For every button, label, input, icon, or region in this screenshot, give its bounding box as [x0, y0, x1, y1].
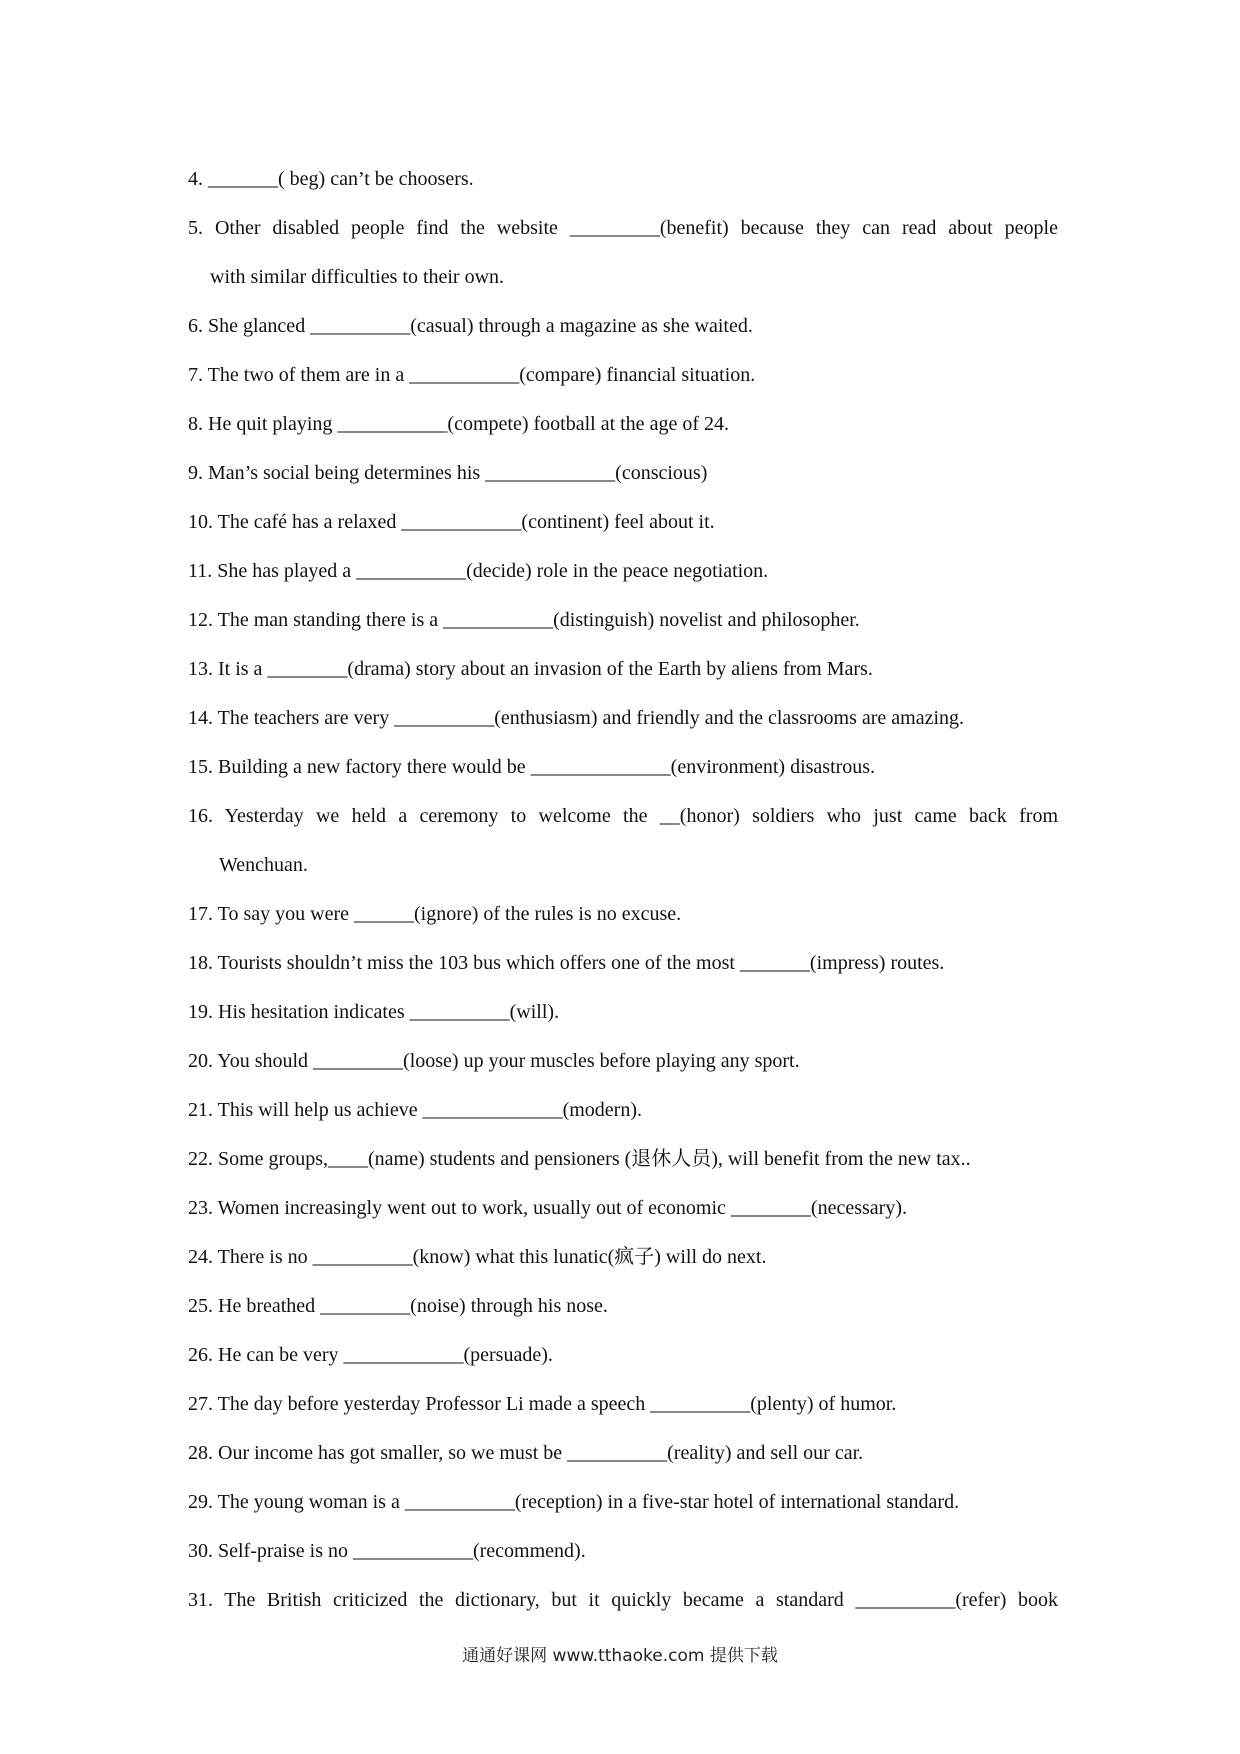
exercise-line: 17. To say you were ______(ignore) of the rules is no excuse.: [188, 903, 682, 925]
exercise-line: 30. Self-praise is no ____________(recommend).: [188, 1540, 586, 1562]
exercise-line: 11. She has played a ___________(decide) role in the peace negotiation.: [188, 560, 769, 582]
exercise-line: 15. Building a new factory there would be ______________(environment) disastrous.: [188, 756, 876, 778]
exercise-line: 20. You should _________(loose) up your muscles before playing any sport.: [188, 1050, 800, 1072]
exercise-line: 22. Some groups,____(name) students and pensioners (退休人员), will benefit from the new tax..: [188, 1148, 971, 1170]
page-footer: 通通好课网 www.tthaoke.com 提供下载: [462, 1646, 778, 1666]
exercise-line-continuation: with similar difficulties to their own.: [210, 266, 505, 288]
exercise-line: 4. _______( beg) can’t be choosers.: [188, 168, 474, 190]
exercise-line: 23. Women increasingly went out to work, usually out of economic ________(necessary).: [188, 1197, 907, 1219]
exercise-line: 18. Tourists shouldn’t miss the 103 bus which offers one of the most _______(impress) routes.: [188, 952, 945, 974]
exercise-line: 21. This will help us achieve ______________(modern).: [188, 1099, 643, 1121]
exercise-line: 12. The man standing there is a ___________(distinguish) novelist and philosopher.: [188, 609, 860, 631]
exercise-line: 13. It is a ________(drama) story about an invasion of the Earth by aliens from Mars.: [188, 658, 873, 680]
exercise-line: 28. Our income has got smaller, so we must be __________(reality) and sell our car.: [188, 1442, 864, 1464]
exercise-line: 8. He quit playing ___________(compete) football at the age of 24.: [188, 413, 729, 435]
exercise-line: 14. The teachers are very __________(enthusiasm) and friendly and the classrooms are amazing.: [188, 707, 965, 729]
exercise-line: 7. The two of them are in a ___________(compare) financial situation.: [188, 364, 756, 386]
exercise-line: 29. The young woman is a ___________(reception) in a five-star hotel of international standard.: [188, 1491, 960, 1513]
exercise-line: 27. The day before yesterday Professor Li made a speech __________(plenty) of humor.: [188, 1393, 897, 1415]
exercise-line: 25. He breathed _________(noise) through his nose.: [188, 1295, 608, 1317]
exercise-line: 10. The café has a relaxed ____________(continent) feel about it.: [188, 511, 715, 533]
exercise-line-continuation: Wenchuan.: [219, 854, 308, 876]
exercise-line: 26. He can be very ____________(persuade).: [188, 1344, 553, 1366]
exercise-line: 9. Man’s social being determines his _____________(conscious): [188, 462, 708, 484]
exercise-line: 31. The British criticized the dictionary, but it quickly became a standard __________(refer) book: [188, 1589, 1058, 1611]
exercise-line: 16. Yesterday we held a ceremony to welcome the __(honor) soldiers who just came back from: [188, 805, 1058, 827]
exercise-line: 5. Other disabled people find the website _________(benefit) because they can read about people: [188, 217, 1058, 239]
exercise-list: [188, 155, 1058, 1625]
exercise-line: 24. There is no __________(know) what this lunatic(疯子) will do next.: [188, 1246, 767, 1268]
exercise-line: 19. His hesitation indicates __________(will).: [188, 1001, 560, 1023]
exercise-line: 6. She glanced __________(casual) through a magazine as she waited.: [188, 315, 753, 337]
